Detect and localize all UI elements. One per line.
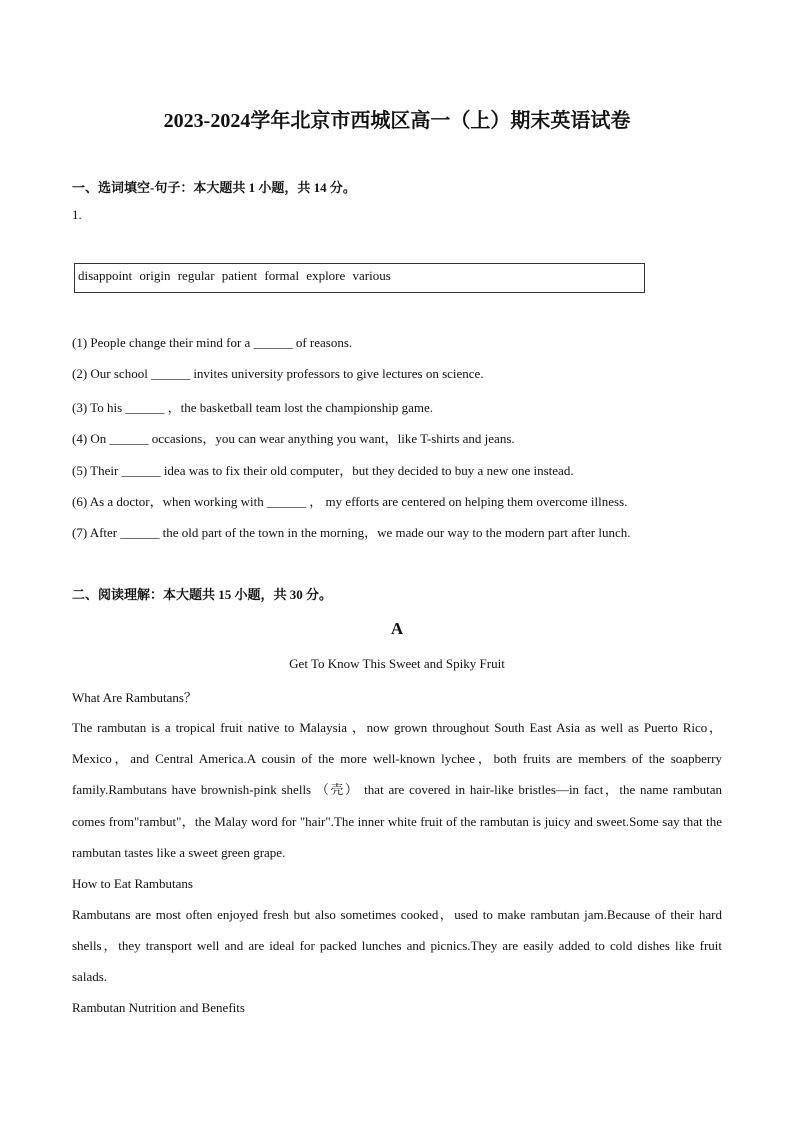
- page-title: 2023-2024学年北京市西城区高一（上）期末英语试卷: [163, 110, 631, 132]
- sentence-6: (6) As a doctor，when working with ______ ， my efforts are centered on helping them overcome illness.: [72, 494, 628, 509]
- sentence-3: (3) To his ______ ，the basketball team lost the championship game.: [72, 400, 433, 415]
- subheading-how-to-eat: How to Eat Rambutans: [72, 876, 193, 891]
- sentence-7: (7) After ______ the old part of the town in the morning，we made our way to the modern part after lunch.: [72, 525, 631, 540]
- sentence-5: (5) Their ______ idea was to fix their old computer，but they decided to buy a new one instead.: [72, 463, 574, 478]
- sentence-2: (2) Our school ______ invites university professors to give lectures on science.: [72, 366, 484, 381]
- word-bank-box: disappoint origin regular patient formal explore various: [74, 263, 645, 293]
- subheading-nutrition: Rambutan Nutrition and Benefits: [72, 1000, 245, 1015]
- article-title: Get To Know This Sweet and Spiky Fruit: [289, 656, 505, 671]
- section2-heading: 二、阅读理解：本大题共 15 小题，共 30 分。: [72, 587, 333, 602]
- paragraph-2: Rambutans are most often enjoyed fresh but also sometimes cooked，used to make rambutan jam.Because of their hard shells，they transport well and are ideal for packed lunches and picnics.They are easily added to cold dishes like fruit salads.: [72, 907, 722, 985]
- question-number: 1.: [72, 207, 82, 222]
- passage-letter: A: [390, 619, 404, 638]
- sentence-1: (1) People change their mind for a ______ of reasons.: [72, 335, 353, 350]
- subheading-what-are-rambutans: What Are Rambutans？: [72, 690, 197, 705]
- section1-heading: 一、选词填空-句子：本大题共 1 小题，共 14 分。: [72, 180, 356, 195]
- paragraph-1: The rambutan is a tropical fruit native to Malaysia ，now grown throughout South East Asia as well as Puerto Rico，Mexico，and Central America.A cousin of the more well-known lychee，both fruits are members of the soapberry family.Rambutans have brownish-pink shells （壳） that are covered in hair-like bristles—in fact，the name rambutan comes from"rambut"，the Malay word for "hair".The inner white fruit of the rambutan is juicy and sweet.Some say that the rambutan tastes like a sweet green grape.: [72, 720, 723, 860]
- sentence-4: (4) On ______ occasions，you can wear anything you want，like T-shirts and jeans.: [72, 431, 515, 446]
